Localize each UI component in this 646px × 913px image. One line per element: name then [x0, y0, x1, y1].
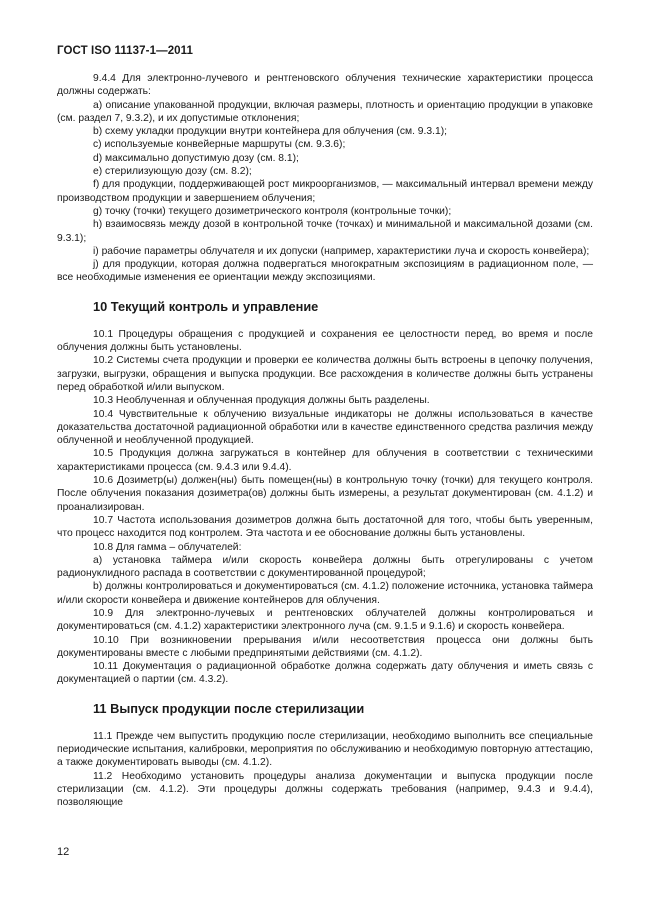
page-number: 12 [57, 846, 70, 858]
section-11-heading: 11 Выпуск продукции после стерилизации [93, 700, 365, 716]
list-item-h: h) взаимосвязь между дозой в контрольной точке (точках) и минимальной и максимальной дозами (см. 9.3.1); [57, 219, 593, 244]
paragraph-11-2: 11.2 Необходимо установить процедуры анализа документации и выпуска продукции после стерилизации (см. 4.1.2). Эти процедуры должны содержать требования (например, 9.4.3 и 9.4.4), позволяющие [57, 770, 593, 809]
list-item-c: c) используемые конвейерные маршруты (см. 9.3.6); [93, 139, 346, 151]
list-item-a: a) описание упакованной продукции, включая размеры, плотность и ориентацию продукции в упаковке (см. раздел 7, 9.3.2), и их допустимые отклонения; [57, 99, 593, 124]
paragraph-10-8-a: a) установка таймера и/или скорость конвейера должны быть отрегулированы с учетом радионуклидного распада в соответствии с документированной процедурой; [57, 554, 593, 580]
list-item-e: e) стерилизующую дозу (см. 8.2); [93, 166, 252, 178]
section-10-heading: 10 Текущий контроль и управление [93, 298, 319, 314]
list-item-b: b) схему укладки продукции внутри контейнера для облучения (см. 9.3.1); [93, 126, 447, 138]
list-item-g: g) точку (точки) текущего дозиметрического контроля (контрольные точки); [93, 205, 452, 217]
paragraph-10-11: 10.11 Документация о радиационной обработке должна содержать дату облучения и иметь связь с документацией о партии (см. 4.3.2). [57, 661, 593, 686]
paragraph-9-4-4-intro: 9.4.4 Для электронно-лучевого и рентгеновского облучения технические характеристики процесса должны содержать: [57, 73, 593, 98]
paragraph-10-1: 10.1 Процедуры обращения с продукцией и сохранения ее целостности перед, во время и после облучения должны быть установлены. [57, 328, 593, 354]
paragraph-10-4: 10.4 Чувствительные к облучению визуальные индикаторы не должны использоваться в качестве доказательства достаточной радиационной обработки или в качестве единственного средства различия между облученной и необлученной продукцией. [57, 408, 593, 447]
paragraph-10-2: 10.2 Системы счета продукции и проверки ее количества должны быть встроены в цепочку получения, загрузки, выгрузки, обращения и выпуска продукции. Все расхождения в количестве должны быть устранены перед обработкой и/или выпуском. [57, 355, 593, 393]
list-item-d: d) максимально допустимую дозу (см. 8.1); [93, 152, 299, 164]
paragraph-10-8: 10.8 Для гамма – облучателей: [93, 541, 242, 553]
document-header: ГОСТ ISO 11137-1—2011 [57, 45, 194, 57]
paragraph-10-7: 10.7 Частота использования дозиметров должна быть достаточной для того, чтобы быть уверенным, что процесс находится под контролем. Эта частота и ее обоснование должны быть установлены. [57, 514, 593, 540]
list-item-i: i) рабочие параметры облучателя и их допуски (например, характеристики луча и скорость конвейера); [93, 245, 590, 257]
paragraph-10-5: 10.5 Продукция должна загружаться в контейнер для облучения в соответствии с техническими характеристиками процесса (см. 9.4.3 или 9.4.4). [57, 448, 593, 473]
paragraph-10-10: 10.10 При возникновении прерывания и/или несоответствия процесса они должны быть документированы вместе с любыми предпринятыми действиями (см. 4.1.2). [57, 634, 593, 659]
list-item-j: j) для продукции, которая должна подвергаться многократным экспозициям в радиационном поле, — все необходимые изменения ее ориентации между экспозициями. [57, 259, 593, 284]
list-item-f: f) для продукции, поддерживающей рост микроорганизмов, — максимальный интервал времени между производством продукции и завершением облучения; [57, 179, 593, 204]
document-body [57, 72, 593, 810]
paragraph-10-9: 10.9 Для электронно-лучевых и рентгеновских облучателей должны контролироваться и документироваться (см. 4.1.2) характеристики электронного луча (см. 9.1.5 и 9.1.6) и скорость конвейера. [57, 607, 593, 633]
paragraph-10-8-b: b) должны контролироваться и документироваться (см. 4.1.2) положение источника, установка таймера и/или скорости конвейера и движение контейнеров для облучения. [57, 581, 593, 606]
paragraph-10-3: 10.3 Необлученная и облученная продукция должны быть разделены. [93, 395, 430, 407]
paragraph-10-6: 10.6 Дозиметр(ы) должен(ны) быть помещен(ны) в контрольную точку (точки) для текущего контроля. После облучения показания дозиметра(ов) должны быть измерены, а результат документирован (см. 4.1.2) и проанализирован. [57, 475, 593, 513]
paragraph-11-1: 11.1 Прежде чем выпустить продукцию после стерилизации, необходимо выполнить все специальные периодические испытания, калибровки, мероприятия по обслуживанию и необходимую повторную аттестацию, а также документировать выводы (см. 4.1.2). [57, 730, 593, 769]
